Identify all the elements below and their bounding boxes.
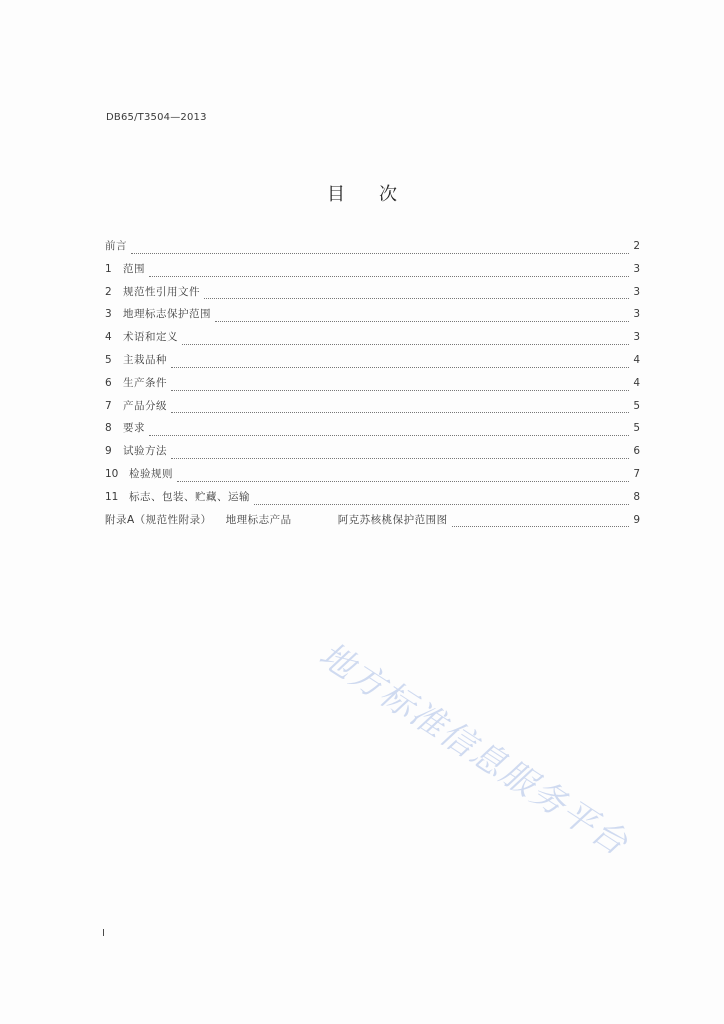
toc-entry-number: 5	[105, 353, 112, 366]
toc-leader-dots	[182, 344, 629, 345]
table-of-contents	[105, 238, 640, 534]
toc-entry-annex-a[interactable]	[105, 512, 640, 535]
toc-leader-dots	[131, 253, 629, 254]
toc-leader-dots	[452, 526, 630, 527]
toc-leader-dots	[171, 458, 629, 459]
toc-entry-label: 术语和定义	[123, 331, 178, 344]
toc-entry-page: 3	[633, 331, 640, 344]
toc-entry-7[interactable]	[105, 398, 640, 421]
toc-leader-dots	[177, 481, 629, 482]
toc-annex-title-part-2: 阿克苏核桃保护范围图	[337, 513, 448, 526]
toc-leader-dots	[215, 321, 629, 322]
toc-entry-page: 4	[633, 353, 640, 366]
toc-leader-dots	[204, 298, 629, 299]
toc-entry-10[interactable]	[105, 466, 640, 489]
page-number: I	[102, 928, 105, 939]
toc-entry-number: 4	[105, 331, 112, 344]
toc-entry-4[interactable]	[105, 329, 640, 352]
toc-entry-page: 8	[633, 490, 640, 503]
toc-entry-label: 规范性引用文件	[123, 285, 200, 298]
toc-leader-dots	[149, 435, 629, 436]
standard-code: DB65/T3504—2013	[106, 112, 207, 123]
toc-entry-page: 5	[633, 422, 640, 435]
toc-entry-number: 8	[105, 422, 112, 435]
toc-entry-8[interactable]	[105, 420, 640, 443]
toc-entry-9[interactable]	[105, 443, 640, 466]
toc-entry-label: 生产条件	[123, 376, 167, 389]
toc-entry-number: 9	[105, 445, 112, 458]
toc-entry-label: 主栽品种	[123, 353, 167, 366]
toc-entry-page: 6	[633, 445, 640, 458]
toc-entry-label: 前言	[105, 240, 127, 252]
toc-entry-page: 5	[633, 399, 640, 412]
toc-entry-label: 要求	[123, 422, 145, 435]
toc-entry-foreword[interactable]	[105, 238, 640, 261]
toc-entry-page: 7	[633, 467, 640, 480]
toc-entry-number: 1	[105, 262, 112, 275]
toc-title-char-1: 目	[327, 184, 345, 205]
toc-title-char-2: 次	[379, 184, 397, 205]
toc-entry-11[interactable]	[105, 489, 640, 512]
toc-entry-5[interactable]	[105, 352, 640, 375]
toc-annex-title-part-1: 地理标志产品	[225, 513, 292, 526]
toc-entry-1[interactable]	[105, 261, 640, 284]
toc-entry-number: 3	[105, 308, 112, 321]
toc-entry-page: 2	[633, 240, 640, 252]
toc-entry-number: 7	[105, 399, 112, 412]
toc-entry-page: 3	[633, 285, 640, 298]
toc-entry-label: 地理标志保护范围	[123, 308, 211, 321]
watermark-text: 地方标准信息服务平台	[311, 634, 636, 865]
toc-title	[0, 180, 724, 206]
toc-entry-page: 9	[633, 513, 640, 526]
toc-entry-3[interactable]	[105, 306, 640, 329]
toc-entry-page: 4	[633, 376, 640, 389]
toc-entry-number: 2	[105, 285, 112, 298]
toc-entry-label: 产品分级	[123, 399, 167, 412]
toc-entry-page: 3	[633, 308, 640, 321]
toc-entry-label: 检验规则	[129, 467, 173, 480]
toc-annex-type: 附录A（规范性附录）	[105, 513, 212, 526]
toc-entry-2[interactable]	[105, 284, 640, 307]
toc-leader-dots	[171, 367, 629, 368]
toc-leader-dots	[171, 390, 629, 391]
toc-entry-number: 11	[105, 490, 119, 503]
toc-entry-label: 标志、包装、贮藏、运输	[129, 490, 250, 503]
toc-entry-page: 3	[633, 262, 640, 275]
toc-entry-label: 范围	[123, 262, 145, 275]
toc-leader-dots	[254, 504, 629, 505]
toc-entry-label: 试验方法	[123, 445, 167, 458]
toc-entry-6[interactable]	[105, 375, 640, 398]
toc-entry-number: 10	[105, 467, 119, 480]
toc-entry-number: 6	[105, 376, 112, 389]
toc-leader-dots	[171, 412, 629, 413]
toc-leader-dots	[149, 276, 629, 277]
